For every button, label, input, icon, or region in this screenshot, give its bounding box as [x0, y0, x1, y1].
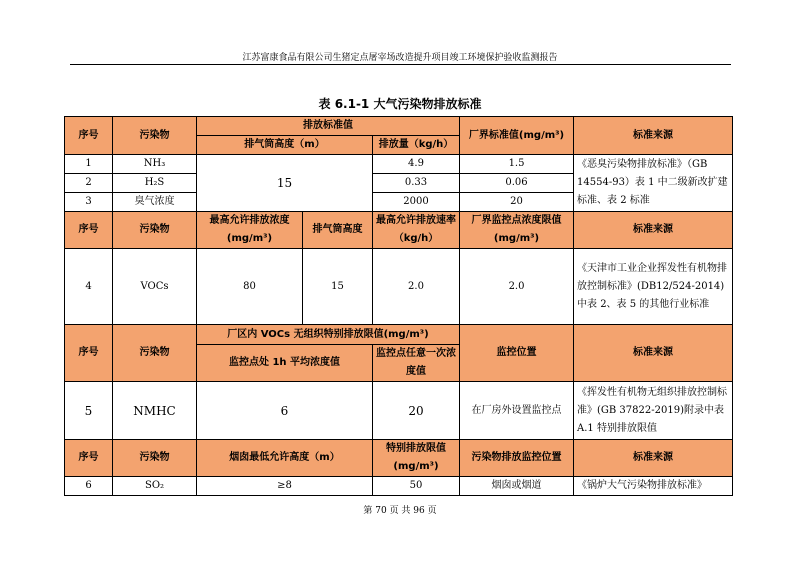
cell-source: 《恶臭污染物排放标准》（GB 14554-93）表 1 中二级新改扩建标准、表 2 标准 — [574, 155, 733, 212]
header-hourly-average: 监控点处 1h 平均浓度值 — [197, 345, 373, 382]
header-source: 标准来源 — [574, 117, 733, 155]
cell-seq: 2 — [65, 174, 113, 193]
cell-pollutant: NMHC — [113, 382, 197, 440]
table-row — [65, 249, 733, 325]
cell-seq: 1 — [65, 155, 113, 174]
emission-standards-table — [64, 116, 733, 496]
header-any-time: 监控点任意一次浓度值 — [373, 345, 460, 382]
cell-pollutant: 臭气浓度 — [113, 193, 197, 212]
header-boundary-limit: 厂界监控点浓度限值(mg/m³) — [460, 212, 574, 249]
header-seq: 序号 — [65, 117, 113, 155]
header-stack-height: 排气筒高度（m） — [197, 136, 373, 155]
header-monitor-location: 污染物排放监控位置 — [460, 440, 574, 477]
header-pollutant: 污染物 — [113, 440, 197, 477]
header-seq: 序号 — [65, 440, 113, 477]
header-pollutant: 污染物 — [113, 212, 197, 249]
cell-concentration: 80 — [197, 249, 303, 325]
table-row — [65, 477, 733, 496]
cell-rate: 2.0 — [373, 249, 460, 325]
table-row — [65, 155, 733, 174]
header-stack-height: 排气筒高度 — [303, 212, 373, 249]
cell-seq: 5 — [65, 382, 113, 440]
cell-seq: 4 — [65, 249, 113, 325]
cell-seq: 3 — [65, 193, 113, 212]
header-source: 标准来源 — [574, 440, 733, 477]
header-special-limit: 特别排放限值(mg/m³) — [373, 440, 460, 477]
cell-seq: 6 — [65, 477, 113, 496]
page-footer: 第 70 页 共 96 页 — [363, 506, 437, 516]
cell-pollutant: VOCs — [113, 249, 197, 325]
cell-pollutant: H₂S — [113, 174, 197, 193]
header-source: 标准来源 — [574, 325, 733, 382]
cell-special-limit: 50 — [373, 477, 460, 496]
cell-rate: 4.9 — [373, 155, 460, 174]
cell-pollutant: SO₂ — [113, 477, 197, 496]
header-monitor-location: 监控位置 — [460, 325, 574, 382]
cell-boundary: 20 — [460, 193, 574, 212]
cell-boundary: 0.06 — [460, 174, 574, 193]
cell-source: 《锅炉大气污染物排放标准》 — [574, 477, 733, 496]
table-row — [65, 382, 733, 440]
header-boundary: 厂界标准值(mg/m³) — [460, 117, 574, 155]
header-min-chimney-height: 烟囱最低允许高度（m） — [197, 440, 373, 477]
header-source: 标准来源 — [574, 212, 733, 249]
header-rule — [70, 64, 731, 65]
cell-any-time: 20 — [373, 382, 460, 440]
cell-source: 《挥发性有机物无组织排放控制标准》(GB 37822-2019)附录中表 A.1 特别排放限值 — [574, 382, 733, 440]
cell-location: 烟囱或烟道 — [460, 477, 574, 496]
header-vocs-limit: 厂区内 VOCs 无组织特别排放限值(mg/m³) — [197, 325, 460, 345]
header-limit: 排放标准值 — [197, 117, 460, 136]
header-seq: 序号 — [65, 325, 113, 382]
header-pollutant: 污染物 — [113, 325, 197, 382]
page-header: 江苏富康食品有限公司生猪定点屠宰场改造提升项目竣工环境保护验收监测报告 — [242, 53, 558, 63]
table-caption: 表 6.1-1 大气污染物排放标准 — [318, 97, 482, 111]
cell-source: 《天津市工业企业挥发性有机物排放控制标准》(DB12/524-2014)中表 2、表 5 的其他行业标准 — [574, 249, 733, 325]
header-pollutant: 污染物 — [113, 117, 197, 155]
header-emission-rate: 排放量（kg/h） — [373, 136, 460, 155]
cell-location: 在厂房外设置监控点 — [460, 382, 574, 440]
cell-rate: 2000 — [373, 193, 460, 212]
cell-boundary: 1.5 — [460, 155, 574, 174]
cell-boundary: 2.0 — [460, 249, 574, 325]
cell-stack-height: 15 — [197, 155, 373, 212]
cell-pollutant: NH₃ — [113, 155, 197, 174]
header-seq: 序号 — [65, 212, 113, 249]
cell-min-height: ≥8 — [197, 477, 373, 496]
cell-rate: 0.33 — [373, 174, 460, 193]
header-max-concentration: 最高允许排放浓度(mg/m³) — [197, 212, 303, 249]
header-max-rate: 最高允许排放速率（kg/h） — [373, 212, 460, 249]
cell-hourly: 6 — [197, 382, 373, 440]
cell-stack-height: 15 — [303, 249, 373, 325]
